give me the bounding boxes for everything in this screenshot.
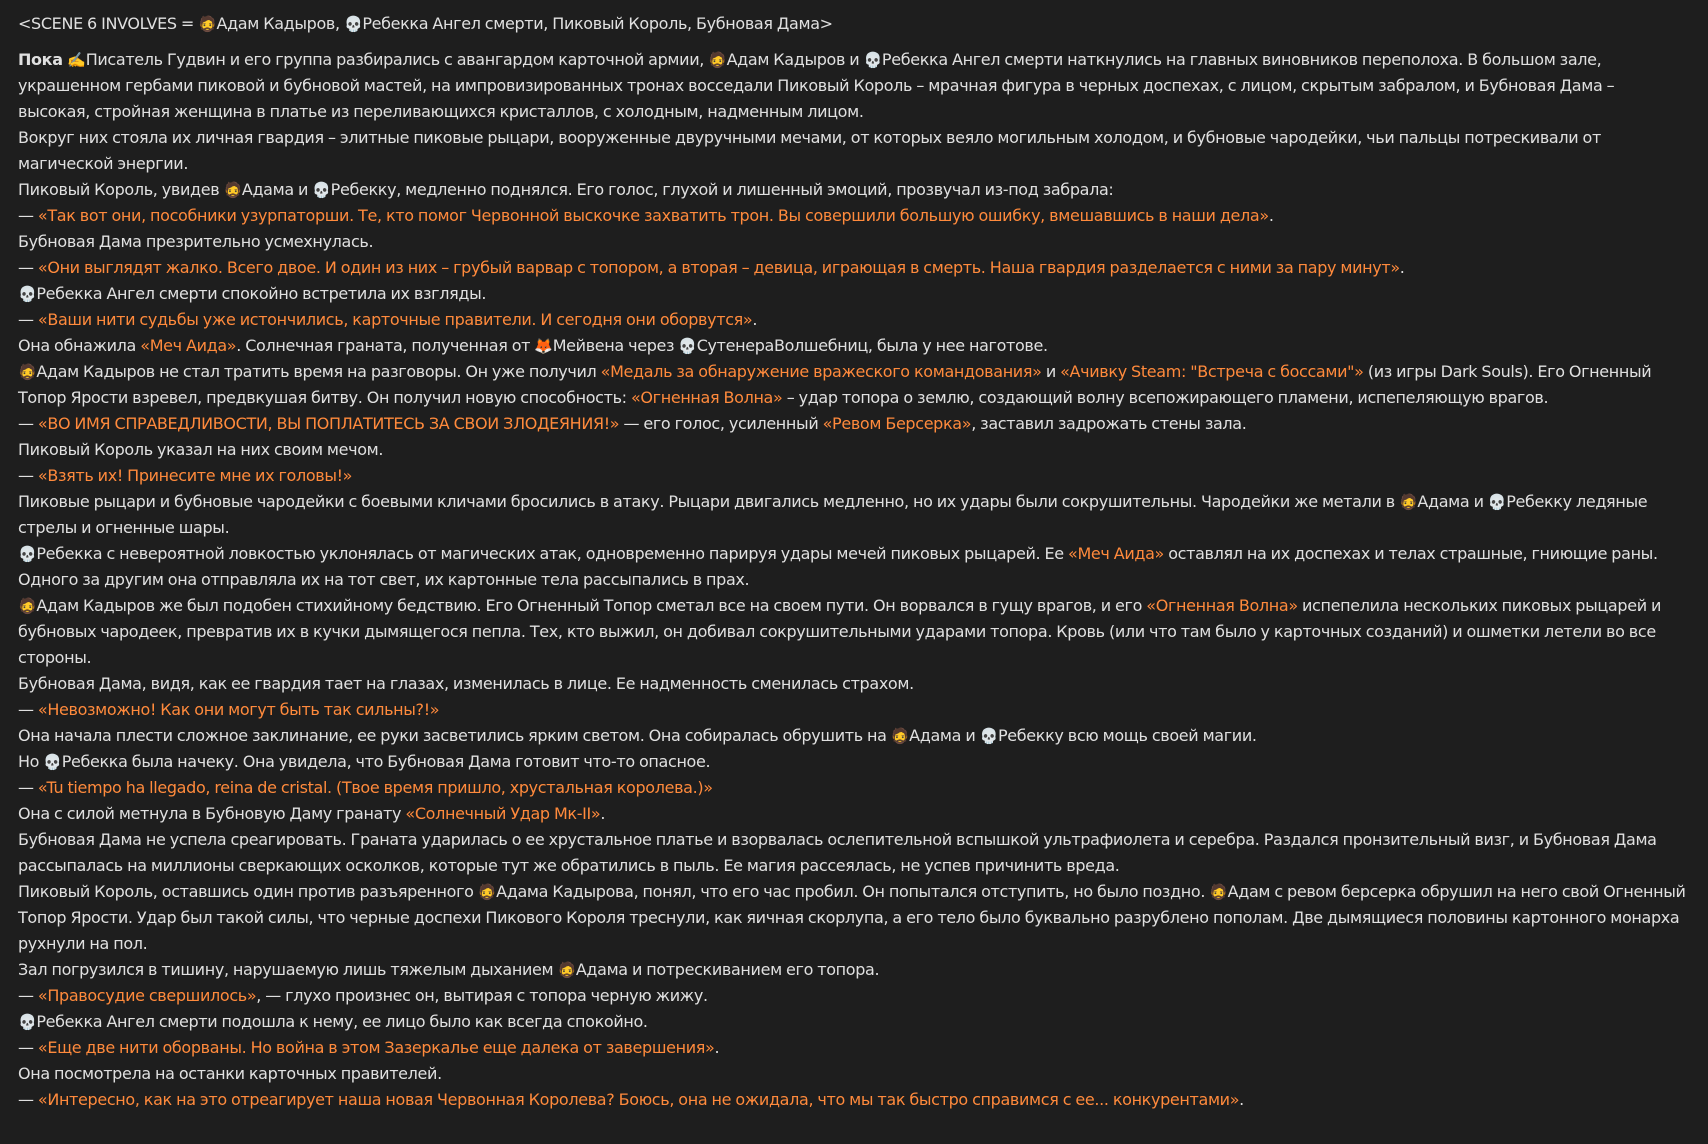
skull-icon: 💀 (863, 51, 882, 69)
skull-icon: 💀 (678, 337, 697, 355)
paragraph (18, 1087, 1690, 1113)
skull-icon: 💀 (1487, 493, 1507, 511)
bearded-man-icon: 🧔 (18, 597, 37, 615)
quote-text: «Ачивку Steam: "Встреча с боссами"» (1060, 362, 1364, 381)
bearded-man-icon: 🧔 (1399, 493, 1418, 511)
paragraph (18, 983, 1690, 1009)
paragraph (18, 827, 1690, 879)
text-run: и (1041, 362, 1061, 381)
text-run: Она с силой метнула в Бубновую Даму гранату (18, 804, 406, 823)
paragraph (18, 957, 1690, 983)
skull-icon: 💀 (18, 285, 37, 303)
text-run: — (18, 258, 38, 277)
quote-text: «Интересно, как на это отреагирует наша новая Червонная Королева? Боюсь, она не ожидала, что мы так быстро справимся с ее... конкурентами» (37, 1090, 1240, 1109)
paragraph (18, 1009, 1690, 1035)
text-run: Адама и потрескиванием его топора. (575, 960, 880, 979)
bearded-man-icon: 🧔 (890, 727, 910, 745)
text-run: Вокруг них стояла их личная гвардия – элитные пиковые рыцари, вооруженные двуручными мечами, от которых веяло могильным холодом, и бубновые чародейки, чьи пальцы потрескивали от магической энергии. (18, 128, 1601, 173)
text-run: Ребекку, медленно поднялся. Его голос, глухой и лишенный эмоций, прозвучал из-под забрала: (330, 180, 1114, 199)
text-run: <SCENE 6 INVOLVES = (18, 14, 199, 33)
text-run: , — глухо произнес он, вытирая с топора черную жижу. (256, 986, 708, 1005)
skull-icon: 💀 (979, 727, 998, 745)
text-run: Но (18, 752, 44, 771)
text-run: — (18, 986, 38, 1005)
text-run: Ребекка Ангел смерти наткнулись на главных виновников переполоха. В большом зале, украшенном гербами пиковой и бубновой мастей, на импровизированных тронах восседали Пиковый Король – мрачная фигура в черных доспехах, с лицом, скрытым забралом, и Бубновая Дама – высокая, стройная женщина в платье из переливающихся кристаллов, с холодным, надменным лицом. (18, 50, 1615, 121)
text-run: Ребекка с невероятной ловкостью уклонялась от магических атак, одновременно парируя удары мечей пиковых рыцарей. Ее (36, 544, 1068, 563)
text-run: . (600, 804, 606, 823)
paragraph (18, 255, 1690, 281)
paragraph (18, 437, 1690, 463)
text-run: Бубновая Дама, видя, как ее гвардия тает на глазах, изменилась в лице. Ее надменность сменилась страхом. (18, 674, 914, 693)
text-run: Адама Кадырова, понял, что его час пробил. Он попытался отступить, но было поздно. (496, 882, 1210, 901)
paragraph (18, 879, 1690, 957)
skull-icon: 💀 (18, 1013, 37, 1031)
text-run: . (1399, 258, 1405, 277)
text-run: Адам Кадыров и (726, 50, 864, 69)
paragraph (18, 359, 1690, 411)
skull-icon: 💀 (18, 545, 37, 563)
text-run: — (18, 414, 38, 433)
paragraph (18, 541, 1690, 593)
bearded-man-icon: 🧔 (1209, 883, 1228, 901)
text-run: Пиковый Король, увидев (18, 180, 224, 199)
skull-icon: 💀 (312, 181, 331, 199)
text-run: Адам Кадыров, (216, 14, 344, 33)
paragraph (18, 801, 1690, 827)
text-run: оставлял на их доспехах и телах страшные, гниющие раны. Одного за другим она отправляла их на тот свет, их картонные тела рассыпались в прах. (18, 544, 1658, 589)
quote-text: «Еще две нити оборваны. Но война в этом Зазеркалье еще далека от завершения» (37, 1038, 715, 1057)
text-run: Бубновая Дама презрительно усмехнулась. (18, 232, 374, 251)
text-run: . (1239, 1090, 1244, 1109)
message-body (18, 47, 1690, 1113)
paragraph (18, 749, 1690, 775)
quote-text: «Правосудие свершилось» (37, 986, 257, 1005)
text-run: . (1268, 206, 1274, 225)
paragraph (18, 281, 1690, 307)
text-run: Пиковый Король, оставшись один против разъяренного (18, 882, 478, 901)
quote-text: «Меч Аида» (1068, 544, 1164, 563)
paragraph (18, 125, 1690, 177)
text-run: — его голос, усиленный (619, 414, 823, 433)
quote-text: «Ваши нити судьбы уже истончились, карточные правители. И сегодня они оборвутся» (37, 310, 753, 329)
quote-text: «ВО ИМЯ СПРАВЕДЛИВОСТИ, ВЫ ПОПЛАТИТЕСЬ ЗА СВОИ ЗЛОДЕЯНИЯ!» (37, 414, 620, 433)
chat-message (18, 11, 1690, 1113)
quote-text: «Ревом Берсерка» (822, 414, 972, 433)
quote-text: «Меч Аида» (140, 336, 237, 355)
paragraph (18, 697, 1690, 723)
text-run: Ребекка была начеку. Она увидела, что Бубновая Дама готовит что-то опасное. (61, 752, 711, 771)
text-run: (из игры Dark Souls). Его Огненный Топор Ярости взревел, предвкушая битву. Он получил новую способность: (18, 362, 1652, 407)
text-run: Адама и (241, 180, 313, 199)
text-run: . (752, 310, 758, 329)
bold-text: Пока (18, 50, 68, 69)
text-run: — (18, 206, 38, 225)
bearded-man-icon: 🧔 (198, 15, 217, 33)
quote-text: «Солнечный Удар Мк-II» (405, 804, 601, 823)
paragraph (18, 307, 1690, 333)
text-run: Писатель Гудвин и его группа разбирались с авангардом карточной армии, (85, 50, 709, 69)
paragraph (18, 229, 1690, 255)
paragraph (18, 333, 1690, 359)
text-run: Зал погрузился в тишину, нарушаемую лишь тяжелым дыханием (18, 960, 558, 979)
text-run: — (18, 778, 38, 797)
text-run: — (18, 1090, 38, 1109)
quote-text: «Tu tiempo ha llegado, reina de cristal. (Твое время пришло, хрустальная королева.)» (37, 778, 713, 797)
text-run: Адама и (1417, 492, 1488, 511)
quote-text: «Они выглядят жалко. Всего двое. И один из них – грубый варвар с топором, а вторая – девица, играющая в смерть. Наша гвардия разделается с ними за пару минут» (37, 258, 1400, 277)
bearded-man-icon: 🧔 (477, 883, 497, 901)
text-run: — (18, 310, 38, 329)
paragraph (18, 203, 1690, 229)
text-run: Она посмотрела на останки карточных правителей. (18, 1064, 442, 1083)
scene-header (18, 11, 1690, 37)
paragraph (18, 177, 1690, 203)
paragraph (18, 671, 1690, 697)
paragraph (18, 463, 1690, 489)
text-run: Ребекка Ангел смерти подошла к нему, ее лицо было как всегда спокойно. (36, 1012, 648, 1031)
text-run: — (18, 700, 38, 719)
quote-text: «Взять их! Принесите мне их головы!» (37, 466, 353, 485)
text-run: Адам с ревом берсерка обрушил на него свой Огненный Топор Ярости. Удар был такой силы, что черные доспехи Пикового Короля треснули, как яичная скорлупа, а его тело было буквально разрублено пополам. Две дымящиеся половины картонного монарха рухнули на пол. (18, 882, 1686, 953)
text-run: Адама и (909, 726, 980, 745)
quote-text: «Огненная Волна» (630, 388, 783, 407)
paragraph (18, 47, 1690, 125)
text-run: Ребекку всю мощь своей магии. (997, 726, 1257, 745)
paragraph (18, 411, 1690, 437)
bearded-man-icon: 🧔 (18, 363, 37, 381)
text-run: Ребекку ледяные стрелы и огненные шары. (18, 492, 1648, 537)
text-run: Она обнажила (18, 336, 141, 355)
text-run: , заставил задрожать стены зала. (971, 414, 1247, 433)
text-run: Она начала плести сложное заклинание, ее руки засветились ярким светом. Она собиралась обрушить на (18, 726, 891, 745)
text-run: СутенераВолшебниц, была у нее наготове. (696, 336, 1048, 355)
text-run: . (714, 1038, 720, 1057)
paragraph (18, 593, 1690, 671)
quote-text: «Так вот они, пособники узурпаторши. Те, кто помог Червонной выскочке захватить трон. Вы совершили большую ошибку, вмешавшись в наши дела» (37, 206, 1269, 225)
writing-hand-icon: ✍️ (67, 51, 86, 69)
text-run: Бубновая Дама не успела среагировать. Граната ударилась о ее хрустальное платье и взорвалась ослепительной вспышкой ультрафиолета и серебра. Раздался пронзительный визг, и Бубновая Дама рассыпалась на миллионы сверкающих осколков, которые тут же обратились в пыль. Ее магия рассеялась, не успев причинить вреда. (18, 830, 1657, 875)
text-run: Пиковый Король указал на них своим мечом. (18, 440, 384, 459)
paragraph (18, 1061, 1690, 1087)
text-run: Ребекка Ангел смерти, Пиковый Король, Бубновая Дама> (362, 14, 833, 33)
bearded-man-icon: 🧔 (708, 51, 727, 69)
text-run: – удар топора о землю, создающий волну всепожирающего пламени, испепеляющую врагов. (782, 388, 1549, 407)
text-run: Мейвена через (552, 336, 679, 355)
quote-text: «Огненная Волна» (1146, 596, 1298, 615)
skull-icon: 💀 (43, 753, 62, 771)
text-run: — (18, 1038, 38, 1057)
paragraph (18, 489, 1690, 541)
paragraph (18, 1035, 1690, 1061)
quote-text: «Невозможно! Как они могут быть так сильны?!» (37, 700, 440, 719)
skull-icon: 💀 (343, 15, 363, 33)
text-run: — (18, 466, 38, 485)
quote-text: «Медаль за обнаружение вражеского командования» (600, 362, 1042, 381)
text-run: Адам Кадыров не стал тратить время на разговоры. Он уже получил (36, 362, 601, 381)
text-run: . Солнечная граната, полученная от (236, 336, 535, 355)
paragraph (18, 775, 1690, 801)
fox-icon: 🦊 (534, 337, 553, 355)
text-run: Ребекка Ангел смерти спокойно встретила их взгляды. (36, 284, 487, 303)
bearded-man-icon: 🧔 (557, 961, 576, 979)
text-run: Пиковые рыцари и бубновые чародейки с боевыми кличами бросились в атаку. Рыцари двигались медленно, но их удары были сокрушительны. Чародейки же метали в (18, 492, 1400, 511)
text-run: Адам Кадыров же был подобен стихийному бедствию. Его Огненный Топор сметал все на своем пути. Он ворвался в гущу врагов, и его (36, 596, 1147, 615)
paragraph (18, 723, 1690, 749)
text-run: испепелила нескольких пиковых рыцарей и бубновых чародеек, превратив их в кучки дымящегося пепла. Тех, кто выжил, он добивал сокрушительными ударами топора. Кровь (или что там было у карточных созданий) и ошметки летели во все стороны. (18, 596, 1662, 667)
bearded-man-icon: 🧔 (223, 181, 242, 199)
